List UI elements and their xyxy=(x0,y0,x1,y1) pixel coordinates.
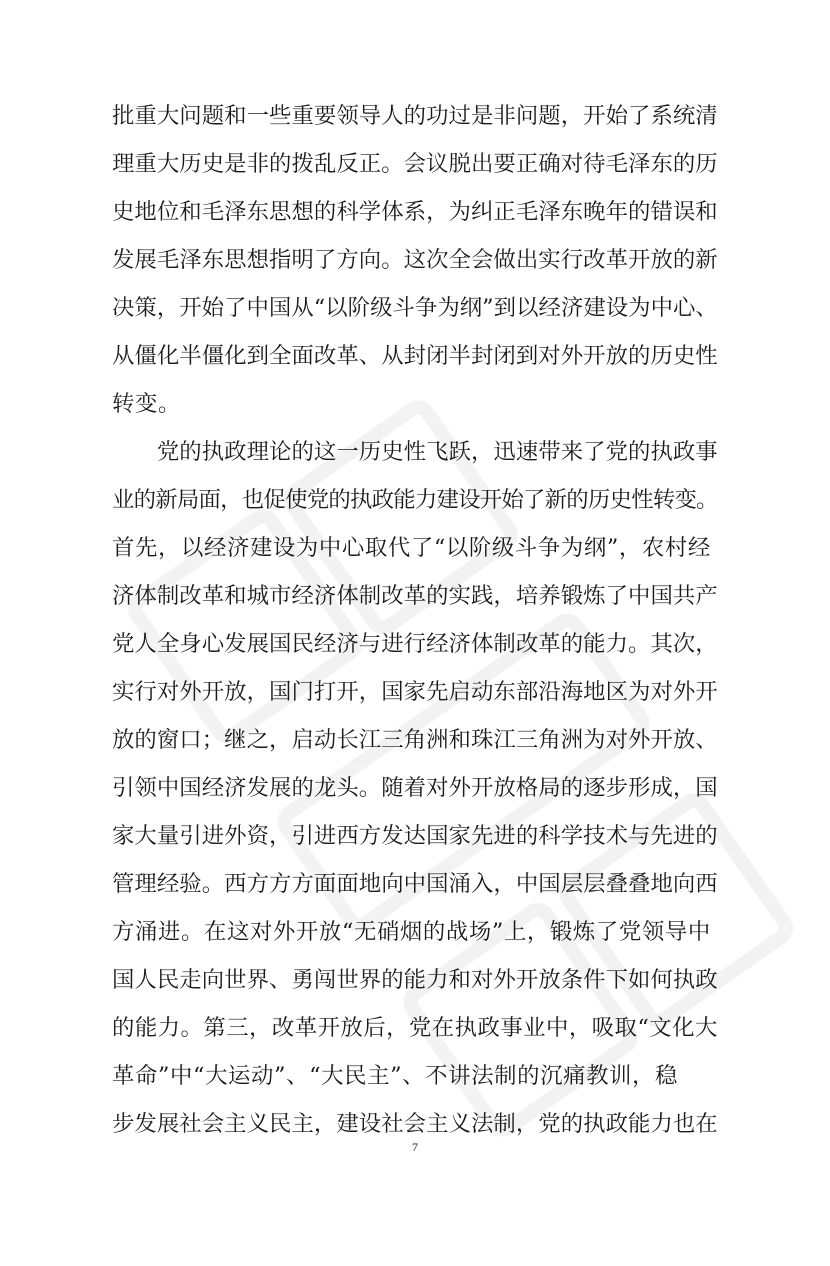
text-line: 发展毛泽东思想指明了方向。这次全会做出实行改革开放的新 xyxy=(112,247,718,273)
text-line: 引领中国经济发展的龙头。随着对外开放格局的逐步形成，国 xyxy=(112,775,718,801)
text-line: 从僵化半僵化到全面改革、从封闭半封闭到对外开放的历史性 xyxy=(112,343,718,369)
text-line: 理重大历史是非的拨乱反正。会议脱出要正确对待毛泽东的历 xyxy=(112,151,718,177)
text-line: 家大量引进外资，引进西方发达国家先进的科学技术与先进的 xyxy=(112,823,718,849)
text-line: 党人全身心发展国民经济与进行经济体制改革的能力。其次， xyxy=(112,631,718,657)
text-line: 的能力。第三，改革开放后，党在执政事业中，吸取“文化大 xyxy=(112,1015,718,1041)
text-line: 方涌进。在这对外开放“无硝烟的战场”上，锻炼了党领导中 xyxy=(112,919,711,945)
text-line: 革命”中“大运动”、“大民主”、不讲法制的沉痛教训，稳 xyxy=(112,1063,679,1089)
text-line: 业的新局面，也促使党的执政能力建设开始了新的历史性转变。 xyxy=(112,487,718,513)
text-line: 放的窗口；继之，启动长江三角洲和珠江三角洲为对外开放、 xyxy=(112,727,718,753)
text-line: 史地位和毛泽东思想的科学体系，为纠正毛泽东晚年的错误和 xyxy=(112,199,718,225)
text-line: 步发展社会主义民主，建设社会主义法制，党的执政能力也在 xyxy=(112,1111,718,1137)
text-line: 济体制改革和城市经济体制改革的实践，培养锻炼了中国共产 xyxy=(112,583,718,609)
text-line: 党的执政理论的这一历史性飞跃，迅速带来了党的执政事 xyxy=(112,439,718,465)
text-line: 实行对外开放，国门打开，国家先启动东部沿海地区为对外开 xyxy=(112,679,718,705)
text-line: 转变。 xyxy=(112,391,181,417)
text-line: 国人民走向世界、勇闯世界的能力和对外开放条件下如何执政 xyxy=(112,967,718,993)
page-number: 7 xyxy=(412,1140,418,1154)
text-line: 决策，开始了中国从“以阶级斗争为纲”到以经济建设为中心、 xyxy=(112,295,718,321)
text-line: 管理经验。西方方方面面地向中国涌入，中国层层叠叠地向西 xyxy=(112,871,718,897)
text-line: 批重大问题和一些重要领导人的功过是非问题，开始了系统清 xyxy=(112,103,718,129)
text-line: 首先，以经济建设为中心取代了“以阶级斗争为纲”，农村经 xyxy=(112,535,711,561)
